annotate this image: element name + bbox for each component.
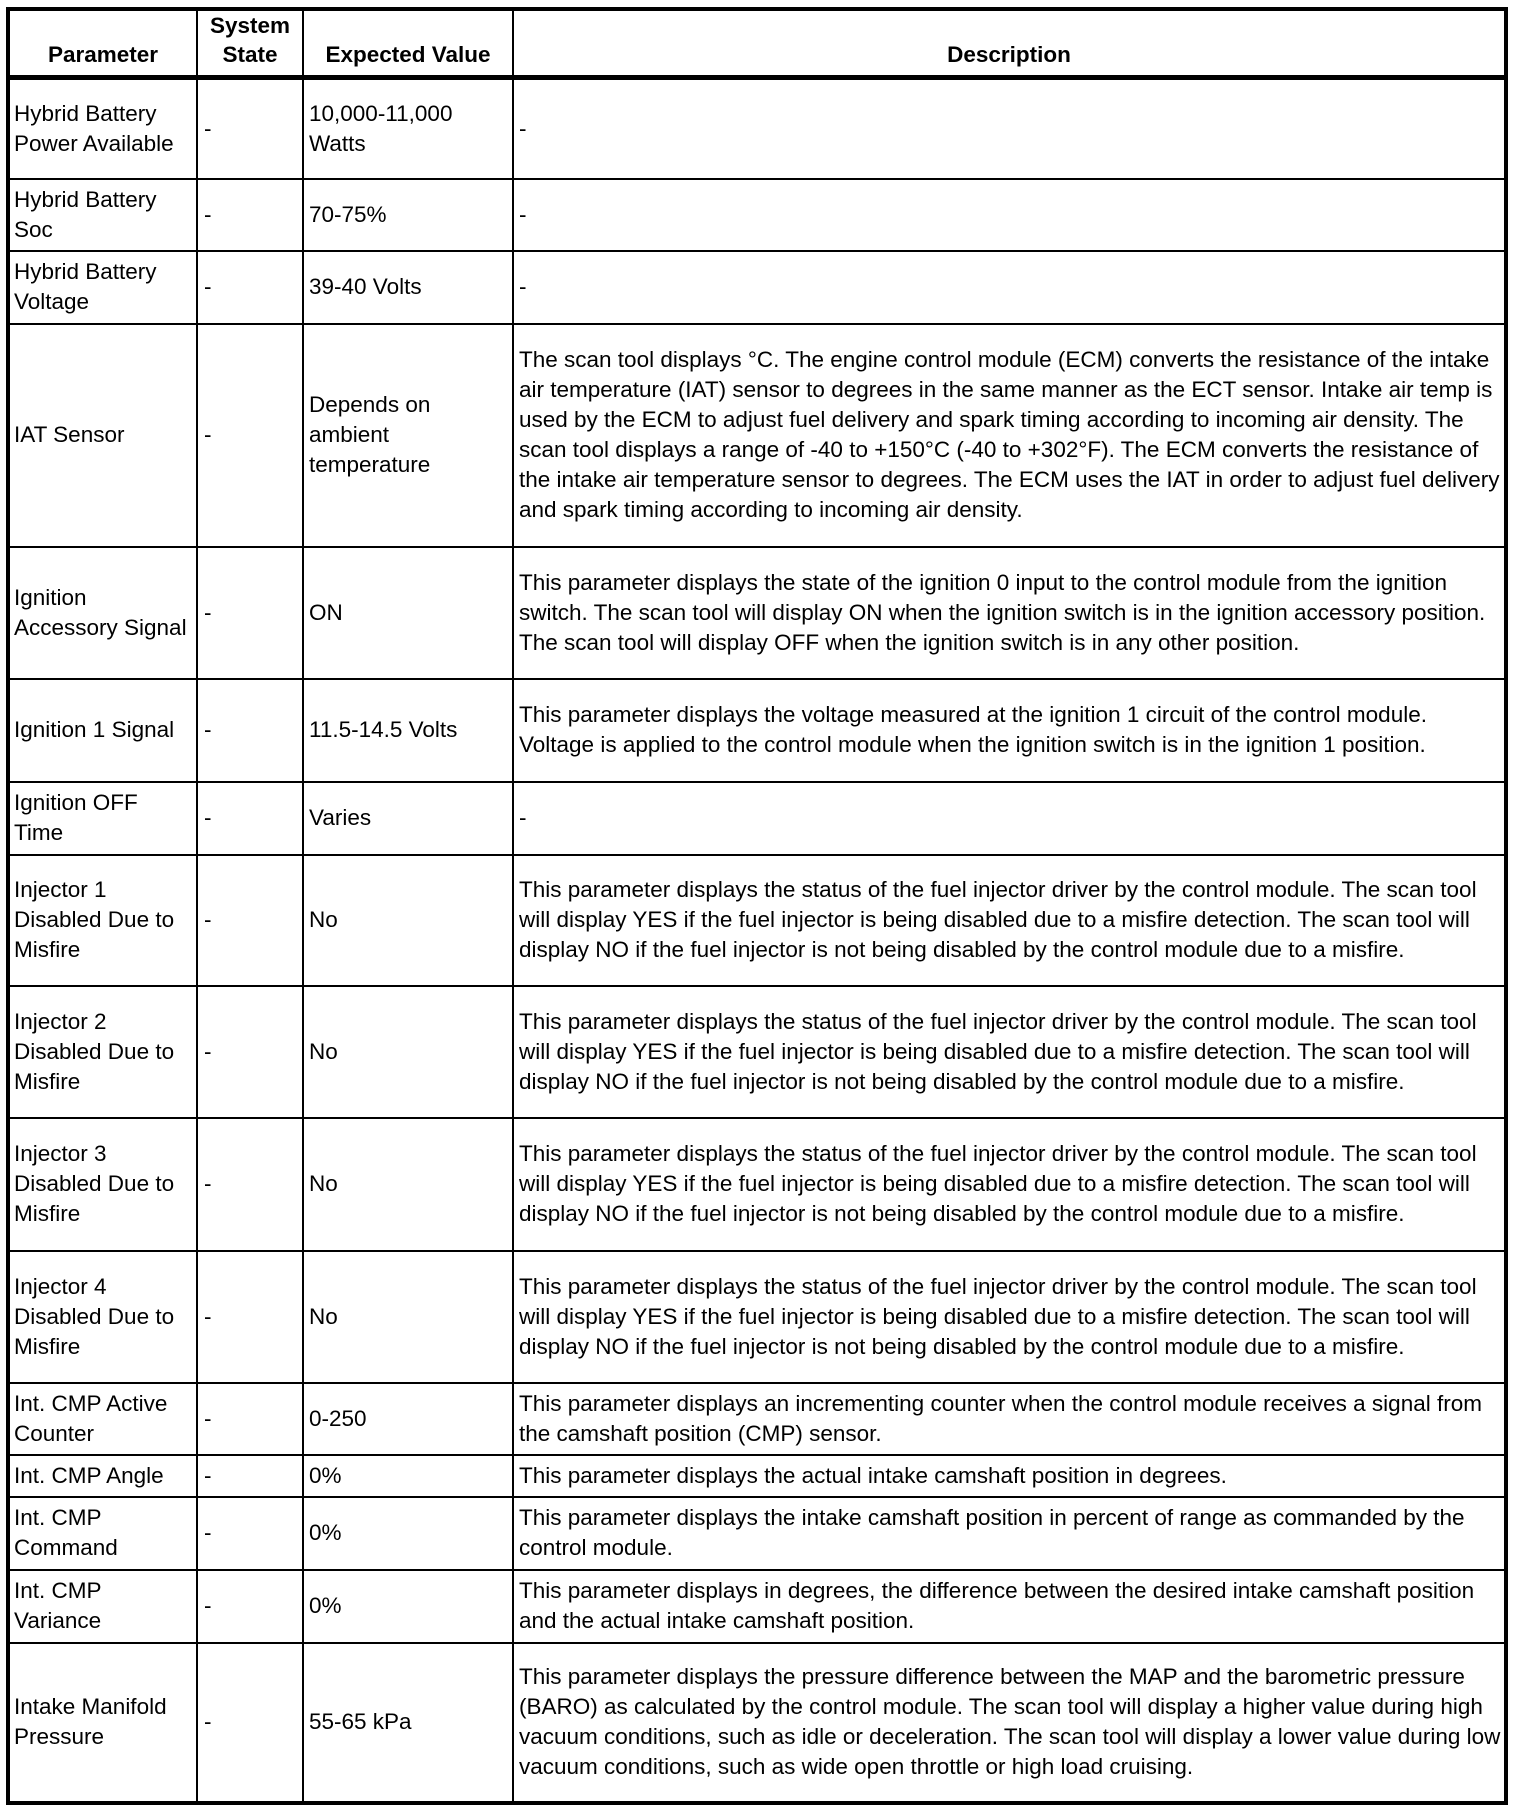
header-expected-value: Expected Value [303, 9, 513, 78]
header-system-state-line2: State [222, 42, 278, 67]
system-state-cell: - [197, 1497, 303, 1570]
parameter-cell: Int. CMP Active Counter [8, 1383, 197, 1455]
description-cell: - [513, 179, 1506, 251]
expected-value-cell: 10,000-11,000 Watts [303, 78, 513, 179]
parameter-cell: Injector 1 Disabled Due to Misfire [8, 855, 197, 986]
parameter-cell: Hybrid Battery Power Available [8, 78, 197, 179]
parameter-cell: IAT Sensor [8, 324, 197, 547]
description-cell: This parameter displays the voltage measured at the ignition 1 circuit of the control module. Voltage is applied to the control module when the ignition switch is in the ignition 1 position. [513, 679, 1506, 782]
expected-value-cell: No [303, 855, 513, 986]
table-row [8, 179, 1506, 251]
expected-value-cell: 0-250 [303, 1383, 513, 1455]
description-cell: This parameter displays the actual intake camshaft position in degrees. [513, 1455, 1506, 1497]
description-cell: This parameter displays the status of the fuel injector driver by the control module. The scan tool will display YES if the fuel injector is being disabled due to a misfire detection. The scan tool will display NO if the fuel injector is not being disabled by the control module due to a misfire. [513, 1251, 1506, 1383]
table-row [8, 78, 1506, 179]
system-state-cell: - [197, 1570, 303, 1643]
table-row [8, 547, 1506, 679]
header-row [8, 9, 1506, 78]
expected-value-cell: Varies [303, 782, 513, 855]
parameter-cell: Ignition 1 Signal [8, 679, 197, 782]
expected-value-cell: 11.5-14.5 Volts [303, 679, 513, 782]
description-cell: - [513, 782, 1506, 855]
table-row [8, 782, 1506, 855]
table-body [8, 78, 1506, 1803]
header-parameter: Parameter [8, 9, 197, 78]
parameter-cell: Ignition Accessory Signal [8, 547, 197, 679]
system-state-cell: - [197, 1643, 303, 1803]
parameter-cell: Ignition OFF Time [8, 782, 197, 855]
parameter-cell: Int. CMP Variance [8, 1570, 197, 1643]
system-state-cell: - [197, 986, 303, 1118]
system-state-cell: - [197, 179, 303, 251]
parameter-cell: Injector 4 Disabled Due to Misfire [8, 1251, 197, 1383]
system-state-cell: - [197, 1455, 303, 1497]
table-row [8, 324, 1506, 547]
header-system-state-line1: System [209, 13, 291, 38]
expected-value-cell: 0% [303, 1455, 513, 1497]
description-cell: This parameter displays the state of the ignition 0 input to the control module from the ignition switch. The scan tool will display ON when the ignition switch is in the ignition accessory position. The scan tool will display OFF when the ignition switch is in any other position. [513, 547, 1506, 679]
parameter-cell: Intake Manifold Pressure [8, 1643, 197, 1803]
table-row [8, 986, 1506, 1118]
table-row [8, 1251, 1506, 1383]
system-state-cell: - [197, 855, 303, 986]
scan-tool-parameter-table [6, 7, 1508, 1805]
parameter-cell: Hybrid Battery Soc [8, 179, 197, 251]
table-row [8, 1455, 1506, 1497]
table-row [8, 251, 1506, 324]
description-cell: This parameter displays in degrees, the difference between the desired intake camshaft position and the actual intake camshaft position. [513, 1570, 1506, 1643]
description-cell: This parameter displays the status of the fuel injector driver by the control module. The scan tool will display YES if the fuel injector is being disabled due to a misfire detection. The scan tool will display NO if the fuel injector is not being disabled by the control module due to a misfire. [513, 855, 1506, 986]
description-cell: - [513, 78, 1506, 179]
description-cell: This parameter displays the status of the fuel injector driver by the control module. The scan tool will display YES if the fuel injector is being disabled due to a misfire detection. The scan tool will display NO if the fuel injector is not being disabled by the control module due to a misfire. [513, 1118, 1506, 1251]
expected-value-cell: No [303, 1118, 513, 1251]
table-row [8, 1118, 1506, 1251]
header-description: Description [513, 9, 1506, 78]
table-row [8, 1570, 1506, 1643]
expected-value-cell: ON [303, 547, 513, 679]
table-row [8, 1643, 1506, 1803]
table-row [8, 1383, 1506, 1455]
system-state-cell: - [197, 251, 303, 324]
parameter-cell: Hybrid Battery Voltage [8, 251, 197, 324]
expected-value-cell: 55-65 kPa [303, 1643, 513, 1803]
parameter-cell: Injector 2 Disabled Due to Misfire [8, 986, 197, 1118]
system-state-cell: - [197, 782, 303, 855]
description-cell: This parameter displays the intake camshaft position in percent of range as commanded by the control module. [513, 1497, 1506, 1570]
system-state-cell: - [197, 1383, 303, 1455]
expected-value-cell: No [303, 1251, 513, 1383]
table-row [8, 1497, 1506, 1570]
parameter-cell: Int. CMP Command [8, 1497, 197, 1570]
description-cell: This parameter displays the status of the fuel injector driver by the control module. The scan tool will display YES if the fuel injector is being disabled due to a misfire detection. The scan tool will display NO if the fuel injector is not being disabled by the control module due to a misfire. [513, 986, 1506, 1118]
expected-value-cell: 39-40 Volts [303, 251, 513, 324]
table-row [8, 855, 1506, 986]
header-system-state [197, 9, 303, 78]
table-row [8, 679, 1506, 782]
expected-value-cell: Depends on ambient temperature [303, 324, 513, 547]
system-state-cell: - [197, 679, 303, 782]
system-state-cell: - [197, 547, 303, 679]
description-cell: The scan tool displays °C. The engine control module (ECM) converts the resistance of the intake air temperature (IAT) sensor to degrees in the same manner as the ECT sensor. Intake air temp is used by the ECM to adjust fuel delivery and spark timing according to incoming air density. The scan tool displays a range of -40 to +150°C (-40 to +302°F). The ECM converts the resistance of the intake air temperature sensor to degrees. The ECM uses the IAT in order to adjust fuel delivery and spark timing according to incoming air density. [513, 324, 1506, 547]
system-state-cell: - [197, 1251, 303, 1383]
expected-value-cell: 0% [303, 1497, 513, 1570]
description-cell: This parameter displays the pressure difference between the MAP and the barometric pressure (BARO) as calculated by the control module. The scan tool will display a higher value during high vacuum conditions, such as idle or deceleration. The scan tool will display a lower value during low vacuum conditions, such as wide open throttle or high load cruising. [513, 1643, 1506, 1803]
expected-value-cell: 0% [303, 1570, 513, 1643]
description-cell: This parameter displays an incrementing counter when the control module receives a signal from the camshaft position (CMP) sensor. [513, 1383, 1506, 1455]
parameter-cell: Int. CMP Angle [8, 1455, 197, 1497]
expected-value-cell: No [303, 986, 513, 1118]
expected-value-cell: 70-75% [303, 179, 513, 251]
table-header [8, 9, 1506, 78]
description-cell: - [513, 251, 1506, 324]
parameter-cell: Injector 3 Disabled Due to Misfire [8, 1118, 197, 1251]
system-state-cell: - [197, 78, 303, 179]
system-state-cell: - [197, 1118, 303, 1251]
system-state-cell: - [197, 324, 303, 547]
